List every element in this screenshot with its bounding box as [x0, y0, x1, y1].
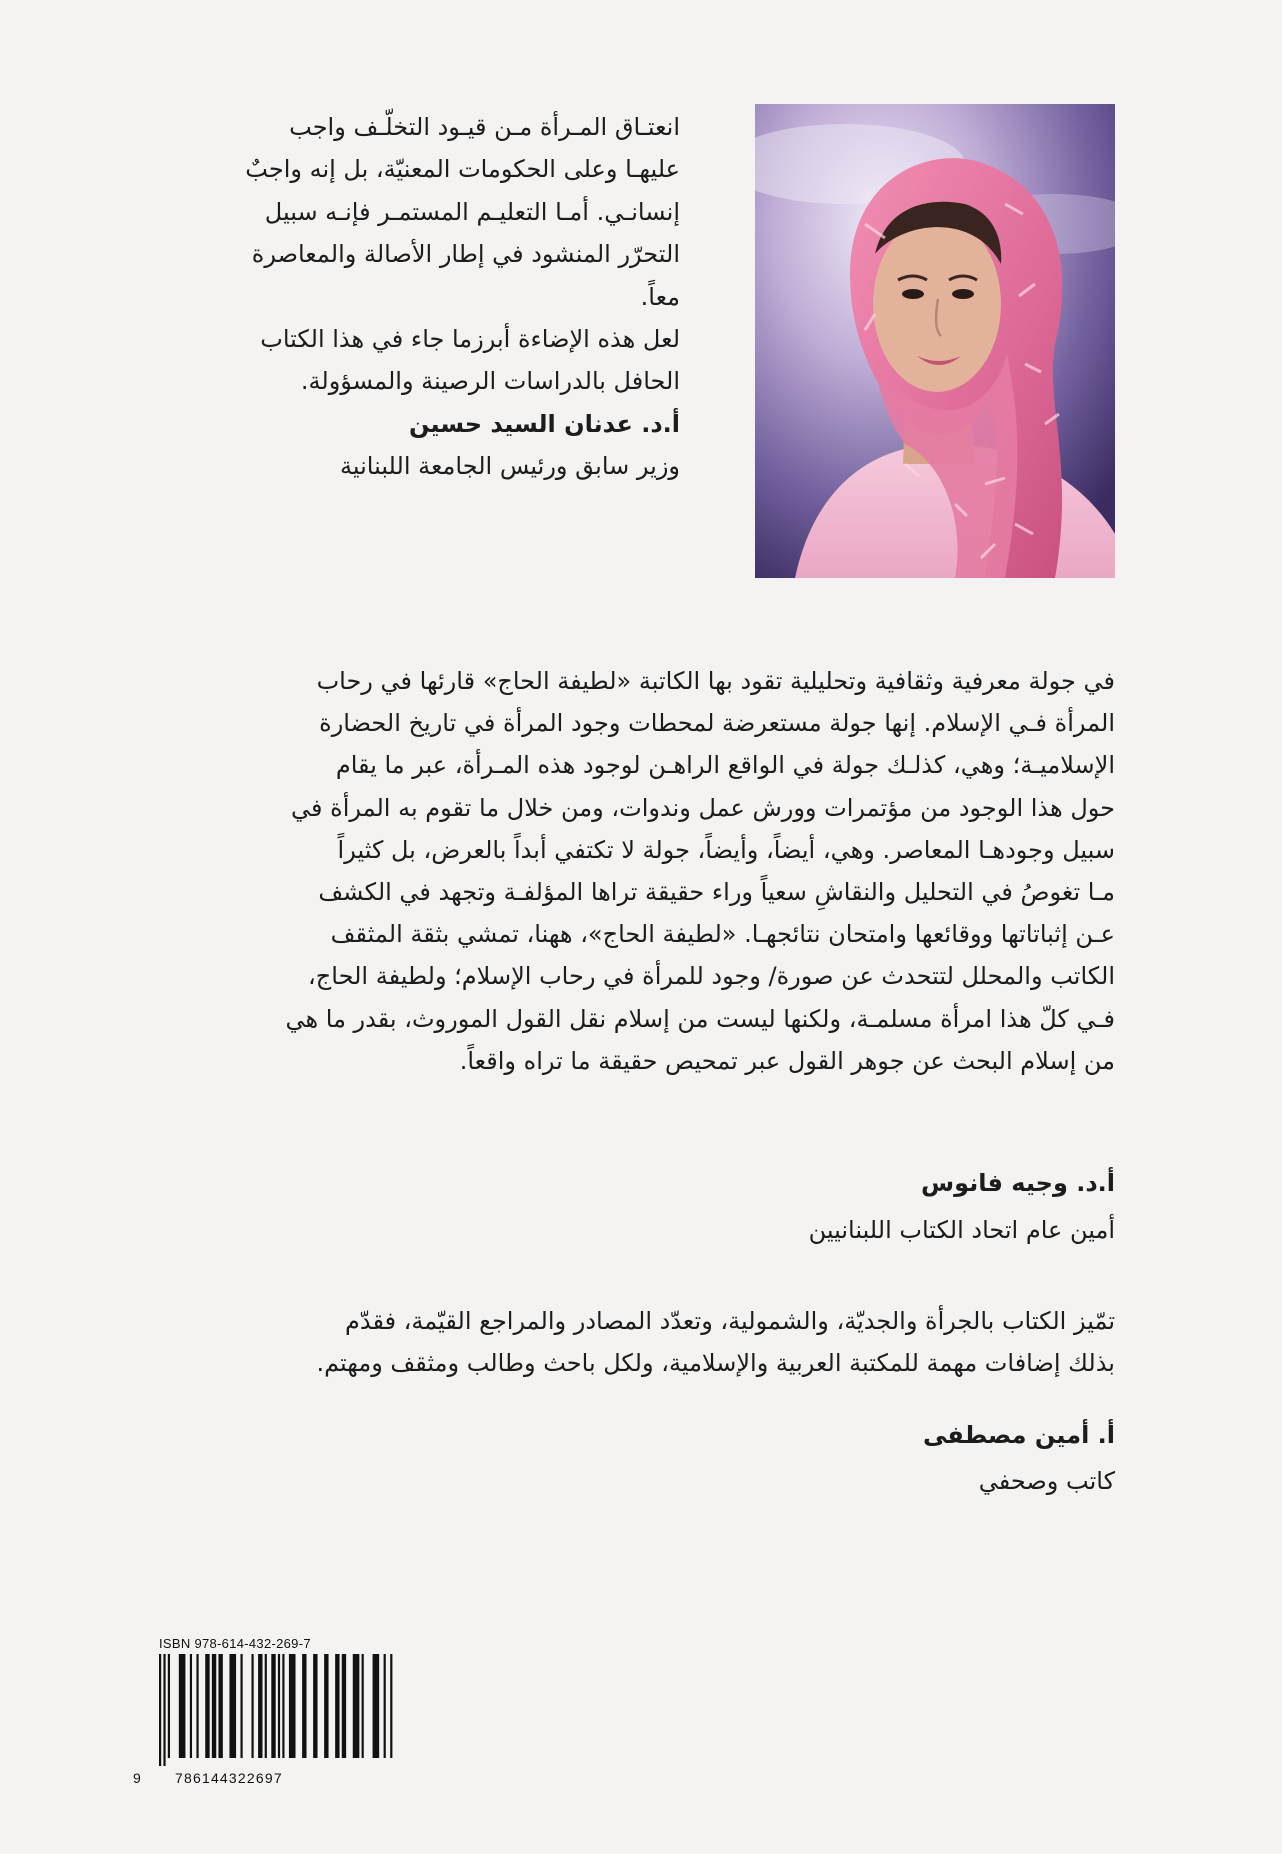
bottom-signature-name: أ. أمين مصطفى — [923, 1421, 1115, 1449]
middle-line-6: مـا تغوصُ في التحليل والنقاشِ سعياً وراء حقيقة تراها المؤلفـة وتجهد في الكشف — [318, 878, 1115, 907]
barcode-bar — [342, 1654, 346, 1758]
bottom-line-1: تمّيز الكتاب بالجرأة والجديّة، والشمولية، وتعدّد المصادر والمراجع القيّمة، فقدّم — [344, 1307, 1115, 1335]
barcode-bar — [265, 1654, 267, 1758]
barcode-bar — [362, 1654, 364, 1758]
author-portrait — [755, 104, 1115, 578]
middle-signature — [170, 1160, 1115, 1254]
barcode-bar — [282, 1654, 284, 1758]
top-line-2: عليهـا وعلى الحكومات المعنيّة، بل إنه واجبٌ — [245, 155, 680, 184]
barcode-bar — [159, 1654, 161, 1766]
barcode-digits-rest: 786144322697 — [175, 1770, 283, 1786]
barcode-bar — [373, 1654, 380, 1758]
barcode-bar — [212, 1654, 216, 1758]
barcode-bar — [313, 1654, 317, 1758]
middle-line-2: المرأة فـي الإسلام. إنها جولة مستعرضة لمحطات وجود المرأة في تاريخ الحضارة — [319, 709, 1115, 738]
portrait-illustration — [755, 104, 1115, 578]
barcode-bar — [271, 1654, 275, 1758]
top-signature-name: أ.د. عدنان السيد حسين — [408, 409, 680, 438]
middle-line-1: في جولة معرفية وثقافية وتحليلية تقود بها الكاتبة «لطيفة الحاج» قارئها في رحاب — [316, 667, 1115, 695]
bottom-signature — [170, 1412, 1115, 1504]
barcode-bar — [218, 1654, 222, 1758]
barcode-bar — [302, 1654, 306, 1758]
middle-line-9: فـي كلّ هذا امرأة مسلمـة، ولكنها ليست من إسلام نقل القول الموروث، بقدر ما هي — [285, 1004, 1115, 1033]
top-signature-title: وزير سابق ورئيس الجامعة اللبنانية — [339, 452, 680, 481]
barcode-digit-first: 9 — [133, 1770, 141, 1786]
barcode-bar — [335, 1654, 339, 1758]
barcode-bar — [196, 1654, 198, 1758]
top-quote — [170, 106, 680, 488]
barcode-bar — [289, 1654, 296, 1758]
middle-line-7: عـن إثباتاتها ووقائعها وامتحان نتائجهـا. «لطيفة الحاج»، ههنا، تمشي بثقة المثقف — [330, 920, 1115, 949]
barcode-bars — [159, 1654, 399, 1766]
barcode-bar — [258, 1654, 262, 1758]
middle-line-3: الإسلاميـة؛ وهي، كذلـك جولة في الواقع الراهـن لوجود هذه المـرأة، عبر ما يقام — [335, 751, 1115, 780]
top-line-4: التحرّر المنشود في إطار الأصالة والمعاصرة — [251, 240, 680, 269]
barcode-bar — [163, 1654, 165, 1766]
top-line-7: الحافل بالدراسات الرصينة والمسؤولة. — [300, 367, 680, 396]
bottom-line-2: بذلك إضافات مهمة للمكتبة العربية والإسلامية، ولكل باحث وطالب ومثقف ومهتم. — [316, 1349, 1115, 1377]
top-line-1: انعتـاق المـرأة مـن قيـود التخلّـف واجب — [289, 113, 680, 141]
barcode-bar — [240, 1654, 242, 1758]
bottom-review — [170, 1300, 1115, 1384]
barcode-bar — [251, 1654, 253, 1758]
middle-signature-name: أ.د. وجيه فانوس — [921, 1169, 1115, 1197]
barcode-bar — [353, 1654, 360, 1758]
bottom-signature-title: كاتب وصحفي — [978, 1467, 1115, 1495]
top-line-3: إنسانـي. أمـا التعليـم المستمـر فإنـه سبيل — [264, 197, 680, 226]
barcode-bar — [324, 1654, 328, 1758]
middle-signature-title: أمين عام اتحاد الكتاب اللبنانيين — [808, 1216, 1115, 1244]
barcode-bar — [278, 1654, 280, 1758]
top-line-5: معاً. — [640, 282, 680, 311]
middle-line-5: سبيل وجودهـا المعاصر. وهي، أيضاً، وأيضاً، جولة لا تكتفي أبداً بالعرض، بل كثيراً — [337, 835, 1115, 864]
middle-line-4: حول هذا الوجود من مؤتمرات وورش عمل وندوات، ومن خلال ما تقوم به المرأة في — [291, 793, 1115, 822]
barcode-bar — [384, 1654, 386, 1758]
barcode-bar — [390, 1654, 392, 1758]
barcode-bar — [205, 1654, 209, 1758]
barcode-bar — [179, 1654, 186, 1758]
barcode-bar — [168, 1654, 170, 1758]
middle-line-10: من إسلام البحث عن جوهر القول عبر تمحيص حقيقة ما تراه واقعاً. — [459, 1046, 1115, 1075]
middle-line-8: الكاتب والمحلل لتتحدث عن صورة/ وجود للمرأة في رحاب الإسلام؛ ولطيفة الحاج، — [308, 962, 1115, 991]
top-line-6: لعل هذه الإضاءة أبرزما جاء في هذا الكتاب — [260, 325, 680, 354]
barcode-bar — [190, 1654, 192, 1758]
barcode-bar — [229, 1654, 236, 1758]
isbn-barcode — [125, 1636, 405, 1786]
isbn-label: ISBN 978-614-432-269-7 — [159, 1636, 311, 1651]
middle-review — [170, 660, 1115, 1082]
